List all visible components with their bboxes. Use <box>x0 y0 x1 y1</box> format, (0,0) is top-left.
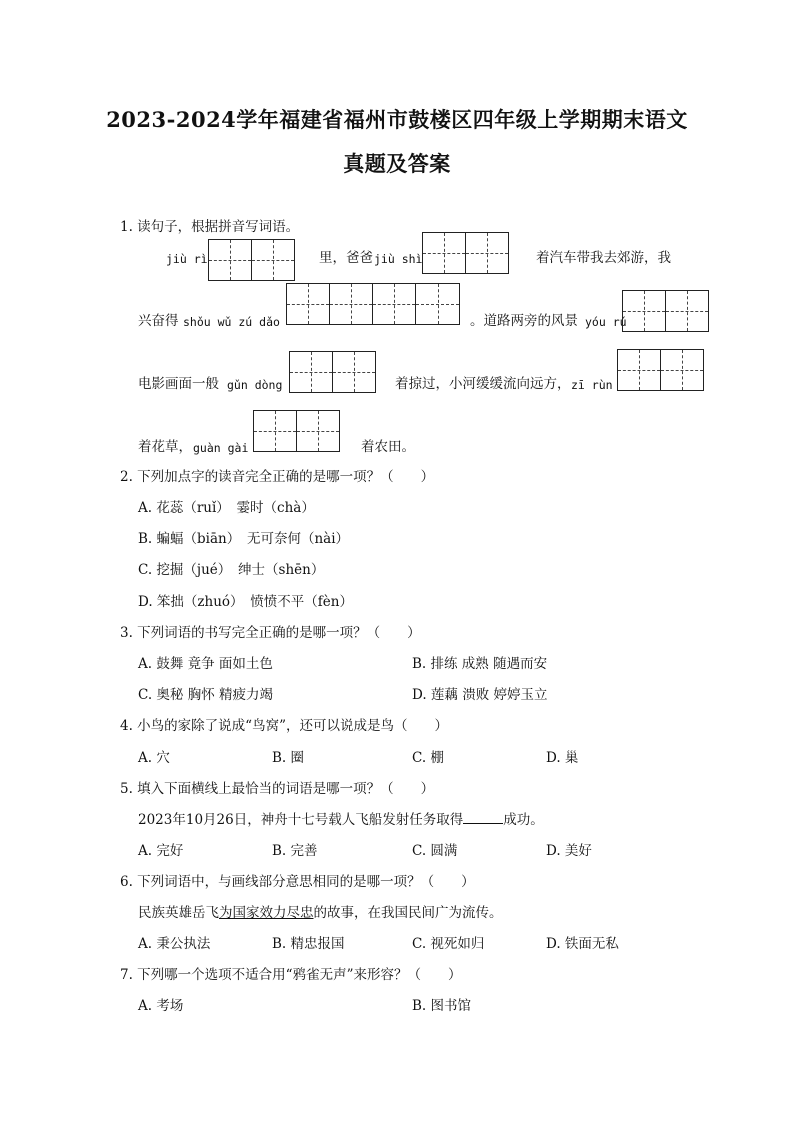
q3-option-d: D. 莲藕 溃败 婷婷玉立 <box>412 687 548 703</box>
writing-grid-3 <box>286 283 460 325</box>
q5-sentence <box>138 811 544 829</box>
q1-pinyin-3: shǒu wǔ zú dǎo <box>183 315 280 329</box>
q7-stem: 7. 下列哪一个选项不适合用“鸦雀无声”来形容？（ ） <box>120 967 462 983</box>
q7-option-a: A. 考场 <box>138 998 184 1014</box>
q1-text-7: 着花草， <box>138 439 192 455</box>
underlined-phrase: 为国家效力尽忠 <box>219 905 314 921</box>
q1-text-4: 。道路两旁的风景 <box>470 313 578 329</box>
q6-option-b: B. 精忠报国 <box>272 936 345 952</box>
q1-pinyin-2: jiù shì <box>374 252 423 266</box>
q3-option-b: B. 排练 成熟 随遇而安 <box>412 656 548 672</box>
q6-sentence-end: 的故事，在我国民间广为流传。 <box>313 905 503 921</box>
q5-stem: 5. 填入下面横线上最恰当的词语是哪一项？（ ） <box>120 781 435 797</box>
q1-text-6: 着掠过，小河缓缓流向远方， <box>395 376 571 392</box>
q1-text-1: 里，爸爸 <box>319 250 373 266</box>
q4-option-c: C. 棚 <box>412 750 444 766</box>
q2-option-b: B. 蝙蝠（biān） 无可奈何（nài） <box>138 531 350 547</box>
q1-stem: 1. 读句子，根据拼音写词语。 <box>120 219 300 235</box>
q6-option-a: A. 秉公执法 <box>138 936 211 952</box>
q5-sentence-end: 成功。 <box>503 812 544 828</box>
q1-pinyin-7: guàn gài <box>193 441 249 455</box>
q5-option-b: B. 完善 <box>272 843 318 859</box>
q1-pinyin-4: yóu rú <box>585 315 627 329</box>
q5-option-c: C. 圆满 <box>412 843 458 859</box>
q1-pinyin-1: jiù rì <box>166 252 208 266</box>
document-title-line1: 2023-2024学年福建省福州市鼓楼区四年级上学期期末语文 <box>106 107 688 132</box>
q1-pinyin-6: zī rùn <box>571 378 613 392</box>
q6-option-d: D. 铁面无私 <box>546 936 619 952</box>
q1-text-5: 电影画面一般 <box>138 376 219 392</box>
q1-text-3: 兴奋得 <box>138 313 179 329</box>
q7-option-b: B. 图书馆 <box>412 998 472 1014</box>
q4-option-b: B. 圈 <box>272 750 305 766</box>
q6-option-c: C. 视死如归 <box>412 936 485 952</box>
q2-option-a: A. 花蕊（ruǐ） 霎时（chà） <box>138 500 315 516</box>
document-title-line2: 真题及答案 <box>343 151 451 176</box>
q2-option-c: C. 挖掘（jué） 绅士（shēn） <box>138 562 325 578</box>
q6-sentence-start: 民族英雄岳飞 <box>138 905 219 921</box>
writing-grid-4 <box>622 290 709 332</box>
q4-option-a: A. 穴 <box>138 750 170 766</box>
q5-option-a: A. 完好 <box>138 843 184 859</box>
q6-stem: 6. 下列词语中，与画线部分意思相同的是哪一项？（ ） <box>120 874 475 890</box>
q2-option-d: D. 笨拙（zhuó） 愤愤不平（fèn） <box>138 594 353 610</box>
q3-stem: 3. 下列词语的书写完全正确的是哪一项？（ ） <box>120 625 421 641</box>
q1-pinyin-5: gǔn dòng <box>227 378 283 392</box>
q1-text-8: 着农田。 <box>361 439 415 455</box>
fill-in-blank <box>463 811 503 824</box>
q5-sentence-start: 2023年10月26日，神舟十七号载人飞船发射任务取得 <box>138 812 464 828</box>
writing-grid-1 <box>208 239 295 281</box>
writing-grid-6 <box>617 349 704 391</box>
q3-option-c: C. 奥秘 胸怀 精疲力竭 <box>138 687 274 703</box>
q3-option-a: A. 鼓舞 竟争 面如土色 <box>138 656 273 672</box>
writing-grid-7 <box>253 410 340 452</box>
q5-option-d: D. 美好 <box>546 843 592 859</box>
q6-sentence <box>138 904 503 922</box>
q4-option-d: D. 巢 <box>546 750 579 766</box>
q1-text-2: 着汽车带我去郊游，我 <box>536 250 671 266</box>
q4-stem: 4. 小鸟的家除了说成“鸟窝”，还可以说成是鸟（ ） <box>120 718 448 734</box>
writing-grid-2 <box>422 232 509 274</box>
writing-grid-5 <box>289 351 376 393</box>
q2-stem: 2. 下列加点字的读音完全正确的是哪一项？（ ） <box>120 469 435 485</box>
